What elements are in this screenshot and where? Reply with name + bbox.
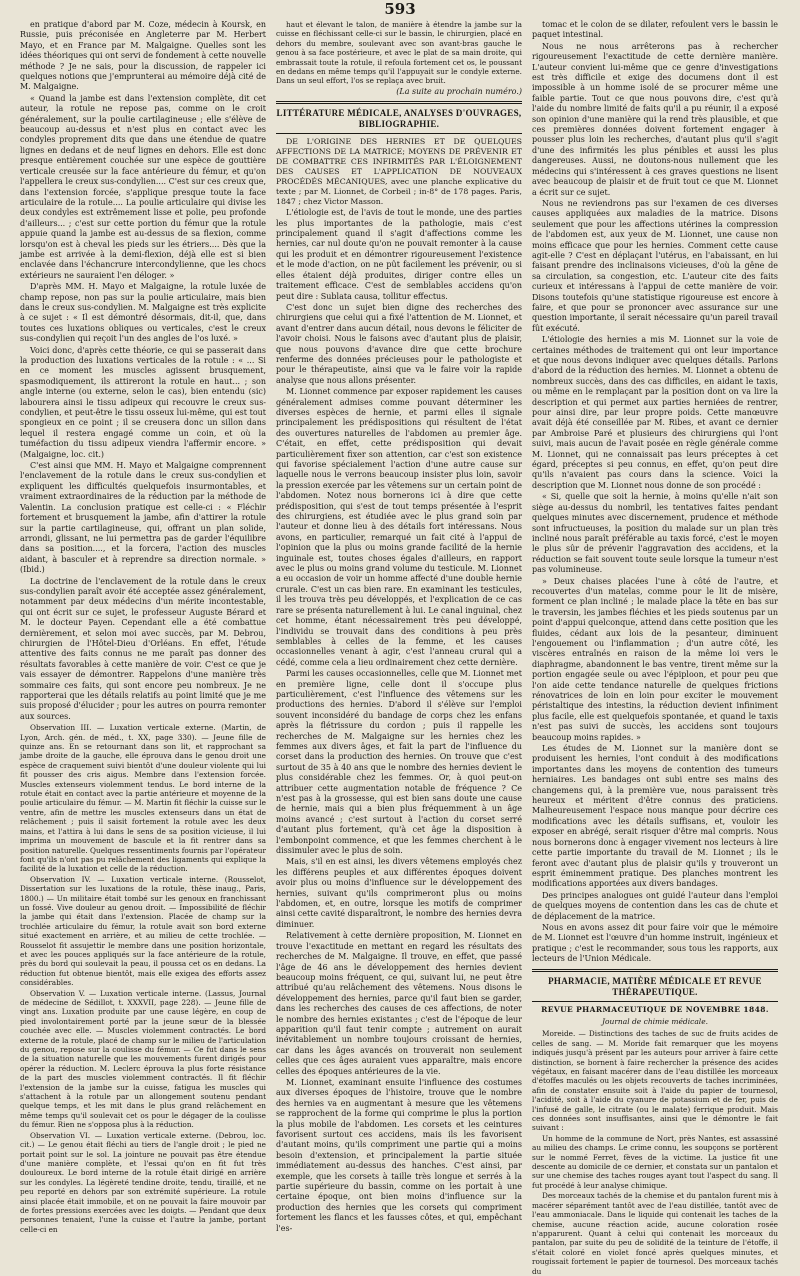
section-divider: [276, 101, 522, 104]
review-paragraph: tomac et le colon de se dilater, refoulent vers le bassin le paquet intestinal.: [532, 20, 778, 40]
section-title: LITTÉRATURE MÉDICALE, ANALYSES D'OUVRAGES, BIBLIOGRAPHIE.: [276, 108, 522, 130]
review-paragraph: M. Lionnet commence par exposer rapidement les causes généralement admises comme pouvant déterminer les diverses espèces de hernie, et parmi elles il signale principalement les prédispositions qui résultent de l'état des ouvertures naturelles de l'abdomen au premier âge. C'était, en effet, cette prédisposition qui devait particulièrement fixer son attention, car c'est son existence qui favorise spécialement l'action d'une autre cause sur laquelle nous le verrons beaucoup insister plus loin, savoir la pression exercée par les vêtemens sur un certain point de l'abdomen. Notez nous bornerons ici à dire que cette prédisposition, qui s'est de tout temps présentée à l'esprit des chirurgiens, est étudiée avec le plus grand soin par l'auteur et donne lieu à des détails fort intéressans. Nous avons, en particulier, remarqué un fait cité à l'appui de l'opinion que la plus ou moins grande facilité de la hernie inguinale est, toutes choses égales d'ailleurs, en rapport avec le plus ou moins grand volume du testicule. M. Lionnet a eu occasion de voir un homme affecté d'une double hernie crurale. C'est un cas bien rare. En examinant les testicules, il les trouva très peu développés, et l'explication de ce cas rare se présenta naturellement à lui. Le canal inguinal, chez cet homme, étant nécessairement très peu développé, l'individu se trouvait dans des conditions à peu près semblables à celles de la femme, et les causes occasionnelles venant à agir, c'est l'anneau crural qui a cédé, comme cela a lieu ordinairement chez cette dernière.: [276, 387, 522, 667]
continued-note: (La suite au prochain numéro.): [396, 86, 522, 96]
review-paragraph: M. Lionnet, examinant ensuite l'influence des costumes aux diverses époques de l'histoire, trouve que le nombre des hernies va en augmentant à mesure que les vêtemens se rapprochent de la forme qui comprime le plus la portion la plus mobile de l'abdomen. Les corsets et les ceintures favorisent surtout ces accidens, mais ils les favorisent d'autant moins, qu'ils compriment une partie qui a moins besoin d'extension, et principalement la partie située immédiatement au-dessus des hanches. C'est ainsi, par exemple, que les corsets à taille très longue et serrés à la partie supérieure du bassin, comme on les portait à une certaine époque, ont bien moins d'influence sur la production des hernies que les corsets qui compriment fortement les flancs et les fausses côtes, et qui, empêchant l'es-: [276, 1077, 522, 1233]
review-paragraph: Parmi les causes occasionnelles, celle que M. Lionnet met en première ligne, celle dont il s'occupe plus particulièrement, c'est l'influence des vêtemens sur les productions des hernies. D'abord il s'élève sur l'emploi souvent inconsidéré du bandage de corps chez les enfans après la flétrissure du cordon ; puis il rappelle les recherches de M. Malgaigne sur les hernies chez les femmes aux divers âges, et fait la part de l'influence du corset dans la production des hernies. On trouve que c'est surtout de 35 à 40 ans que le nombre des hernies devient le plus considérable chez les femmes. Or, à quoi peut-on attribuer cette augmentation notable de fréquence ? Ce n'est pas à la grossesse, qui est bien sans doute une cause de hernie, mais qui a bien plus fréquemment à un âge moins avancé ; c'est surtout à l'action du corset serré d'autant plus fortement, qu'à cet âge la disposition à l'embonpoint commence, et que les femmes cherchent à le dissimuler avec le plus de soin.: [276, 669, 522, 856]
review-paragraph: Mais, s'il en est ainsi, les divers vêtemens employés chez les différens peuples et aux différentes époques doivent avoir plus ou moins d'influence sur le développement des hernies, suivant qu'ils comprimeront plus ou moins l'abdomen, et, en outre, lorsque les motifs de comprimer ainsi cette cavité disparaîtront, le nombre des hernies devra diminuer.: [276, 857, 522, 929]
pharma-paragraph: Un homme de la commune de Nort, près Nantes, est assassiné au milieu des champs. Le crime connu, les soupçons se portèrent sur le nommé Ferret, fèves de la victime. La justice fit une descente au domicile de ce dernier, et constata sur un pantalon et sur une chemise des taches rouges ayant tout l'aspect du sang. Il fut procédé à leur analyse chimique.: [532, 1133, 778, 1190]
article-paragraph: Voici donc, d'après cette théorie, ce qui se passerait dans la production des luxations verticales de la rotule : « ... Si en ce moment les muscles agissent brusquement, spasmodiquement, ils attireront la rotule en haut... ; son angle interne (ou externe, selon le cas), bien entendu (sic) labourera ainsi le tissu adipeux qui recouvre le creux sus-condylien, et peut-être le tissu osseux lui-même, qui est tout spongieux en ce point ; il se creusera donc un sillon dans lequel il restera engagé comme un coin, et où la tuméfaction du tissu adipeux viendra l'affermir encore. » (Malgaigne, loc. cit.): [20, 345, 266, 459]
book-entry: DE L'ORIGINE DES HERNIES ET DE QUELQUES AFFECTIONS DE LA MATRICE; MOYENS DE PRÉVENIR ET DE COMBATTRE CES INFIRMITÉS PAR L'ÉLOIGNEMENT DES CAUSES ET L'APPLICATION DE NOUVEAUX PROCÉDÉS MÉCANIQUES, avec une planche explicative du texte ; par M. Lionnet, de Corbeil ; in-8° de 178 pages. Paris, 1847 ; chez Victor Masson.: [276, 137, 522, 207]
review-paragraph: Nous ne reviendrons pas sur l'examen de ces diverses causes appliquées aux maladies de la matrice. Disons seulement que pour les affections utérines la compression de l'abdomen est, aux yeux de M. Lionnet, une cause non moins efficace que pour les hernies. Comment cette cause agit-elle ? C'est en déplaçant l'utérus, en l'abaissant, en lui faisant prendre des inclinaisons vicieuses, d'où la gêne de sa circulation, sa congestion, etc. L'auteur cite des faits curieux et intéressans à l'appui de cette manière de voir. Disons toutefois qu'une statistique rigoureuse est encore à faire, et que pour se prononcer avec assurance sur une question importante, il serait nécessaire qu'un pareil travail fût exécuté.: [532, 198, 778, 333]
subsection-title: REVUE PHARMACEUTIQUE DE NOVEMBRE 1848.: [541, 1004, 769, 1014]
section-divider: [532, 1001, 778, 1002]
column-2: [276, 20, 522, 1233]
observation-paragraph: Observation VI. — Luxation verticale externe. (Debrou, loc. cit.) — Le genou était fléchi au tiers de l'angle droit ; le pied ne portait point sur le sol. La jointure ne pouvait pas être étendue d'une manière complète, et l'essai qu'on en fit fut très douloureux. Le bord interne de la rotule était dirigé en arrière sur les condyles. La légèreté tendine droite, tendu, tiraillé, et ne peu reporté en dehors par son extrémité supérieure. La rotule ainsi placée était immobile, et on ne pouvait la faire mouvoir par de fortes pressions exercées avec les doigts. — Pendant que deux personnes tenaient, l'une la cuisse et l'autre la jambe, portant celle-ci en: [20, 1130, 266, 1234]
article-paragraph: C'est ainsi que MM. H. Mayo et Malgaigne comprennent l'enclavement de la rotule dans le creux sus-condylien et expliquent les difficultés quelquefois insurmontables, et vraiment extraordinaires de la réduction par la méthode de Valentin. La conclusion pratique est celle-ci : « Fléchir fortement et brusquement la jambe, afin d'attirer la rotule sur la partie cartilagineuse, qui, offrant un plan solide, arrondi, glissant, ne lui permettra pas de garder l'équilibre dans sa position...., et la forcera, l'action des muscles aidant, à basculer et à reprendre sa direction normale. » (Ibid.): [20, 461, 266, 575]
review-paragraph: L'étiologie est, de l'avis de tout le monde, une des parties les plus importantes de la pathologie, mais c'est principalement quand il s'agit d'affections comme les hernies, car nul doute qu'on ne pouvait remonter à la cause qui les produit et en démontrer rigoureusement l'existence et le mode d'action, on ne pût facilement les prévenir, ou si elles étaient déjà produites, diriger contre elles un traitement efficace. C'est de semblables accidens qu'on peut dire : Sublata causa, tollitur effectus.: [276, 208, 522, 301]
article-paragraph: D'après MM. H. Mayo et Malgaigne, la rotule luxée de champ repose, non pas sur la poulie articulaire, mais bien dans le creux sus-condylien. M. Malgaigne est très explicite à ce sujet : « Il est démontré désormais, dit-il, que, dans toutes ces luxations obliques ou verticales, c'est le creux sus-condylien qui reçoit l'un des angles de l'os luxé. »: [20, 282, 266, 344]
review-paragraph: Relativement à cette dernière proposition, M. Lionnet en trouve l'exactitude en mettant en regard les résultats des recherches de M. Malgaigne. Il trouve, en effet, que passé l'âge de 46 ans le développement des hernies devient beaucoup moins fréquent, ce qui, suivant lui, ne peut être attribué qu'au relâchement des vêtemens. Nous disons le développement des hernies, parce qu'il faut bien se garder, dans les recherches des causes de ces affections, de noter le nombre des hernies existantes ; c'est de l'époque de leur apparition qu'il faut tenir compte ; autrement on aurait inévitablement un nombre toujours croissant de hernies, car dans les âges avancés on trouverait non seulement celles que ces âges auraient vues apparaître, mais encore celles des époques antérieures de la vie.: [276, 931, 522, 1076]
columns: [20, 20, 778, 1276]
review-paragraph: L'étiologie des hernies a mis M. Lionnet sur la voie de certaines méthodes de traitement qui ont leur importance et que nous devons indiquer avec quelques détails. Parlons d'abord de la réduction des hernies. M. Lionnet a obtenu de nombreux succès, dans des cas difficiles, en aidant le taxis, ou même en le remplaçant par la position dont on va lire la description et qui permet aux parties herniées de rentrer, pour ainsi dire, par leur propre poids. Cette manœuvre avait déjà été conseillée par M. Ribes, et avant ce dernier par Ambroise Paré et plusieurs des chirurgiens qui l'ont suivi, mais aucun de l'avait posée en règle générale comme M. Lionnet, qui ne connaissait pas leurs préceptes à cet égard, préceptes si peu connus, en effet, qu'on peut dire qu'ils n'avaient pas cours dans la science. Voici la description que M. Lionnet nous donne de son procédé :: [532, 335, 778, 490]
review-paragraph: Les études de M. Lionnet sur la manière dont se produisent les hernies, l'ont conduit à des modifications importantes dans les moyens de contention des tumeurs herniaires. Les bandages ont subi entre ses mains des changemens qui, à la première vue, nous paraissent très heureux et méritent d'être connus des praticiens. Malheureusement l'espace nous manque pour décrire ces modifications avec les détails suffisans, et, vouloir les exposer en abrégé, serait risquer d'être mal compris. Nous nous bornerons donc à engager vivement nos lecteurs à lire cette partie importante du travail de M. Lionnet ; ils le feront avec d'autant plus de plaisir qu'ils y trouveront un esprit éminemment pratique. Des planches montrent les modifications apportées aux divers bandages.: [532, 744, 778, 889]
observation-paragraph: Observation IV. — Luxation verticale interne. (Rousselot, Dissertation sur les luxations de la rotule, thèse inaug., Paris, 1800.) — Un militaire était tombé sur les genoux en franchissant un fossé. Vive douleur au genou droit. — Impossibilité de fléchir la jambe qui était dans l'extension. Placée de champ sur la trochlée articulaire du fémur, la rotule avait son bord externe situé exactement en arrière, et au milieu de cette trochlée. — Rousselot fit assujettir le membre dans une position horizontale, et avec les pouces appliqués sur la face antérieure de la rotule, près du bord qui soulevait la peau, il poussa cet os en dedans. La réduction fut obtenue bientôt, mais elle exigea des efforts assez considérables.: [20, 874, 266, 988]
observation-paragraph: Observation III. — Luxation verticale externe. (Martin, de Lyon, Arch. gén. de méd., t. XX, page 330). — Jeune fille de quinze ans. En se retournant dans son lit, et rapprochant sa jambe droite de la gauche, elle éprouva dans le genou droit une espèce de craquement suivi bientôt d'une douleur violente qui lui fit pousser des cris aigus. Membre dans l'extension forcée. Muscles extenseurs violemment tendus. Le bord interne de la rotule était en contact avec la partie antérieure et moyenne de la poulie articulaire du fémur. — M. Martin fit fléchir la cuisse sur le ventre, afin de mettre les muscles extenseurs dans un état de relâchement ; puis il saisit fortement la rotule avec les deux mains, et l'attira à lui dans le sens de sa position vicieuse, il lui imprima un mouvement de bascule et la fit rentrer dans sa position naturelle. Quelques ressentiments fournis par l'opérateur font qu'ils n'ont pas pu relâchement des ligaments qui explique la facilité de la luxation et celle de la réduction.: [20, 723, 266, 874]
pharma-paragraph: Des morceaux tachés de la chemise et du pantalon furent mis à macérer séparément tantôt avec de l'eau distillée, tantôt avec de l'eau ammoniacale. Dans le liquide qui contenait les taches de la chemise, aucune réaction acide, aucune coloration rosée n'apparurent. Quant à celui qui contenait les morceaux du pantalon, par suite du peu de solidité de la teinture de l'étoffe, il s'était coloré en violet foncé après quelques minutes, et rougissait fortement le papier de tournesol. Des morceaux tachés du: [532, 1191, 778, 1276]
pharma-paragraph: Moreide. — Distinctions des taches de suc de fruits acides de celles de sang. — M. Moride fait remarquer que les moyens indiqués jusqu'à présent par les auteurs pour arriver à faire cette distinction, se bornent à faire rechercher la présence des acides végétaux, en faisant macérer dans de l'eau distillée les morceaux d'étoffes maculés ou les objets recouverts de taches incriminées, afin de constater ensuite soit à l'aide du papier de tournesol, l'acidité, soit à l'aide du cyanure de potassium et de fer, puis de l'infusé de galle, le citrate (ou le malate) ferrique produit. Mais ces données sont insuffisantes, ainsi que le démontre le fait suivant :: [532, 1029, 778, 1133]
section-title: PHARMACIE, MATIÈRE MÉDICALE ET REVUE THÉRAPEUTIQUE.: [548, 975, 762, 997]
column-1: [20, 20, 267, 1234]
review-paragraph: « Si, quelle que soit la hernie, à moins qu'elle n'ait son siège au-dessus du nombril, les tentatives faites pendant quelques minutes avec discernement, prudence et méthode sont infructueuses, la position du malade sur un plan très incliné nous paraît préférable au taxis forcé, c'est le moyen le plus sûr de prévenir l'aggravation des accidens, et la réduction se fait souvent toute seule lorsque la tumeur n'est pas volumineuse.: [532, 492, 778, 575]
review-paragraph: Nous ne nous arrêterons pas à rechercher rigoureusement l'exactitude de cette dernière manière. L'auteur convient lui-même que ce genre d'investigations est très difficile et exige des documens dont il est impossible à un homme isolé de se procurer même une faible partie. Tout ce que nous pouvons dire, c'est qu'à l'aide du nombre limité de faits qu'il a pu réunir, il a exposé son opinion d'une manière qui la rend très plausible, et que ces premières données doivent fortement engager à pousser plus loin les recherches, d'autant plus qu'il s'agit d'une des infirmités les plus pénibles et aussi les plus dangereuses. Aussi, ne doutons-nous nullement que les médecins qui s'intéressent à ces graves questions ne lisent avec beaucoup de plaisir et de fruit tout ce que M. Lionnet a écrit sur ce sujet.: [532, 41, 778, 197]
article-paragraph: La doctrine de l'enclavement de la rotule dans le creux sus-condylien paraît avoir été acceptée assez généralement, notamment par deux médecins d'un mérite incontestable, qui ont écrit sur ce sujet, le professeur Auguste Bérard et M. le docteur Payen. Cependant elle a été combattue dernièrement, et selon moi avec succès, par M. Debrou, chirurgien de l'Hôtel-Dieu d'Orléans. En effet, l'étude attentive des faits connus ne me paraît pas donner des résultats favorables à cette manière de voir. C'est ce que je vais essayer de démontrer. Rappelons d'une manière très sommaire ces faits, qui sont encore peu nombreux. Je ne rapporterai que les détails relatifs au point limité que je me suis proposé d'élucider ; pour les autres on pourra remonter aux sources.: [20, 576, 267, 721]
subsection-source: Journal de chimie médicale.: [601, 1016, 709, 1026]
article-paragraph: en pratique d'abord par M. Coze, médecin à Koursk, en Russie, puis préconisée en Angleterre par M. Herbert Mayo, et en France par M. Malgaigne. Quelles sont les idées théoriques qui ont servi de fondement à cette nouvelle méthode ? Je ne sais, pour la discussion, de rappeler ici quelques notions que j'emprunterai au mémoire déjà cité de M. Malgaigne.: [20, 20, 267, 92]
review-paragraph: C'est donc un sujet bien digne des recherches des chirurgiens que celui qui a fixé l'attention de M. Lionnet, et avant d'entrer dans aucun détail, nous devons le féliciter de l'avoir choisi. Nous le faisons avec d'autant plus de plaisir, que nous pouvons d'avance dire que cette brochure renferme des données précieuses pour le pathologiste et pour le thérapeutiste, ainsi que va le faire voir la rapide analyse que nous allons présenter.: [276, 302, 522, 385]
page-number: 593: [384, 0, 416, 18]
article-paragraph: « Quand la jambe est dans l'extension complète, dit cet auteur, la rotule ne repose pas, comme on le croit généralement, sur la poulie cartilagineuse ; elle s'élève de beaucoup au-dessus et n'est plus en contact avec les condyles proprement dits que dans une étendue de quatre lignes en dedans et de neuf lignes en dehors. Elle est donc presque entièrement couchée sur une espèce de gouttière verticale creusée sur la face antérieure du fémur, et qu'on l'appellera le creux sus-condylien.... C'est sur ces creux que, dans l'extension forcée, s'applique presque toute la face articulaire de la rotule.... La poulie articulaire qui divise les deux condyles est extrêmement lisse et polie, peu profonde d'ailleurs... ; c'est sur cette portion du fémur que la rotule appuie quand la jambe est au-dessus de sa flexion, comme lorsqu'on est à cheval les pieds sur les étriers.... Dès que la jambe est arrivée à la demi-flexion, déjà elle est si bien enclavée dans l'échancrure intercondylienne, que les chocs extérieurs ne sauraient l'en déloger. »: [20, 93, 266, 280]
observation-paragraph: haut et élevant le talon, de manière à étendre la jambe sur la cuisse en fléchissant celle-ci sur le bassin, le chirurgien, placé en dehors du membre, soulevant avec son avant-bras gauche le genou à sa face postérieure, et avec le plat de sa main droite, qui embrassait toute la rotule, il refoula fortement cet os, le poussant en dedans en même temps qu'il l'appuyait sur le condyle externe. Dans un seul effort, l'os se replaça avec bruit.: [276, 20, 522, 86]
review-paragraph: Des principes analogues ont guidé l'auteur dans l'emploi de quelques moyens de contention dans les cas de chute et de déplacement de la matrice.: [532, 890, 778, 921]
section-divider: [532, 969, 778, 972]
section-divider: [276, 133, 522, 134]
review-paragraph: » Deux chaises placées l'une à côté de l'autre, et recouvertes d'un matelas, comme pour le lit de misère, forment ce plan incliné ; le malade place la tête en bas sur le traversin, les jambes fléchies et les pieds soutenus par un point d'appui quelconque, attend dans cette position que les fluides, cédant aux lois de la pesanteur, diminuent l'engouement ou l'inflammation ; d'un autre côté, les viscères entraînés en raison de la même loi vers le diaphragme, abandonnent le bas ventre, tirent même sur la portion engagée seule ou avec l'épiploon, et pour peu que l'on aide cette tendance naturelle de quelques frictions rénovatrices de loin en loin pour exciter le mouvement péristaltique des intestins, la réduction devient infiniment plus facile, elle est quelquefois spontanée, et quand le taxis n'est pas suivi de succès, les accidens sont toujours beaucoup moins rapides. »: [532, 576, 778, 742]
review-paragraph: Nous en avons assez dit pour faire voir que le mémoire de M. Lionnet est l'œuvre d'un homme instruit, ingénieux et pratique ; c'est le recommander, sous tous les rapports, aux lecteurs de l'Union Médicale.: [532, 922, 778, 964]
column-3: [532, 20, 778, 1276]
observation-paragraph: Observation V. — Luxation verticale interne. (Lassus, Journal de médecine de Sédillot, t. XXXVII, page 228). — Jeune fille de vingt ans. Luxation produite par une cause légère, en coup de pied involontairement porté par la jeune sœur de la blessée couchée avec elle. — Muscles violemment contractés. Le bord externe de la rotule, placé de champ sur le milieu de l'articulation du genou, repose sur la coulisse du fémur. — Ce fut dans le sens de la situation naturelle que les mouvements furent dirigés pour opérer la réduction. M. Leclerc éprouva la plus forte résistance de la part des muscles violemment contractés. Il fit fléchir l'extension de la jambe sur la cuisse, fatigua les muscles qui s'attachent à la rotule par un allongement soutenu pendant quelque temps, et les mit dans le plus grand relâchement en même temps qu'il soulevait cet os pour le dégager de la coulisse du fémur. Rien ne s'opposa plus à la réduction.: [20, 988, 266, 1130]
